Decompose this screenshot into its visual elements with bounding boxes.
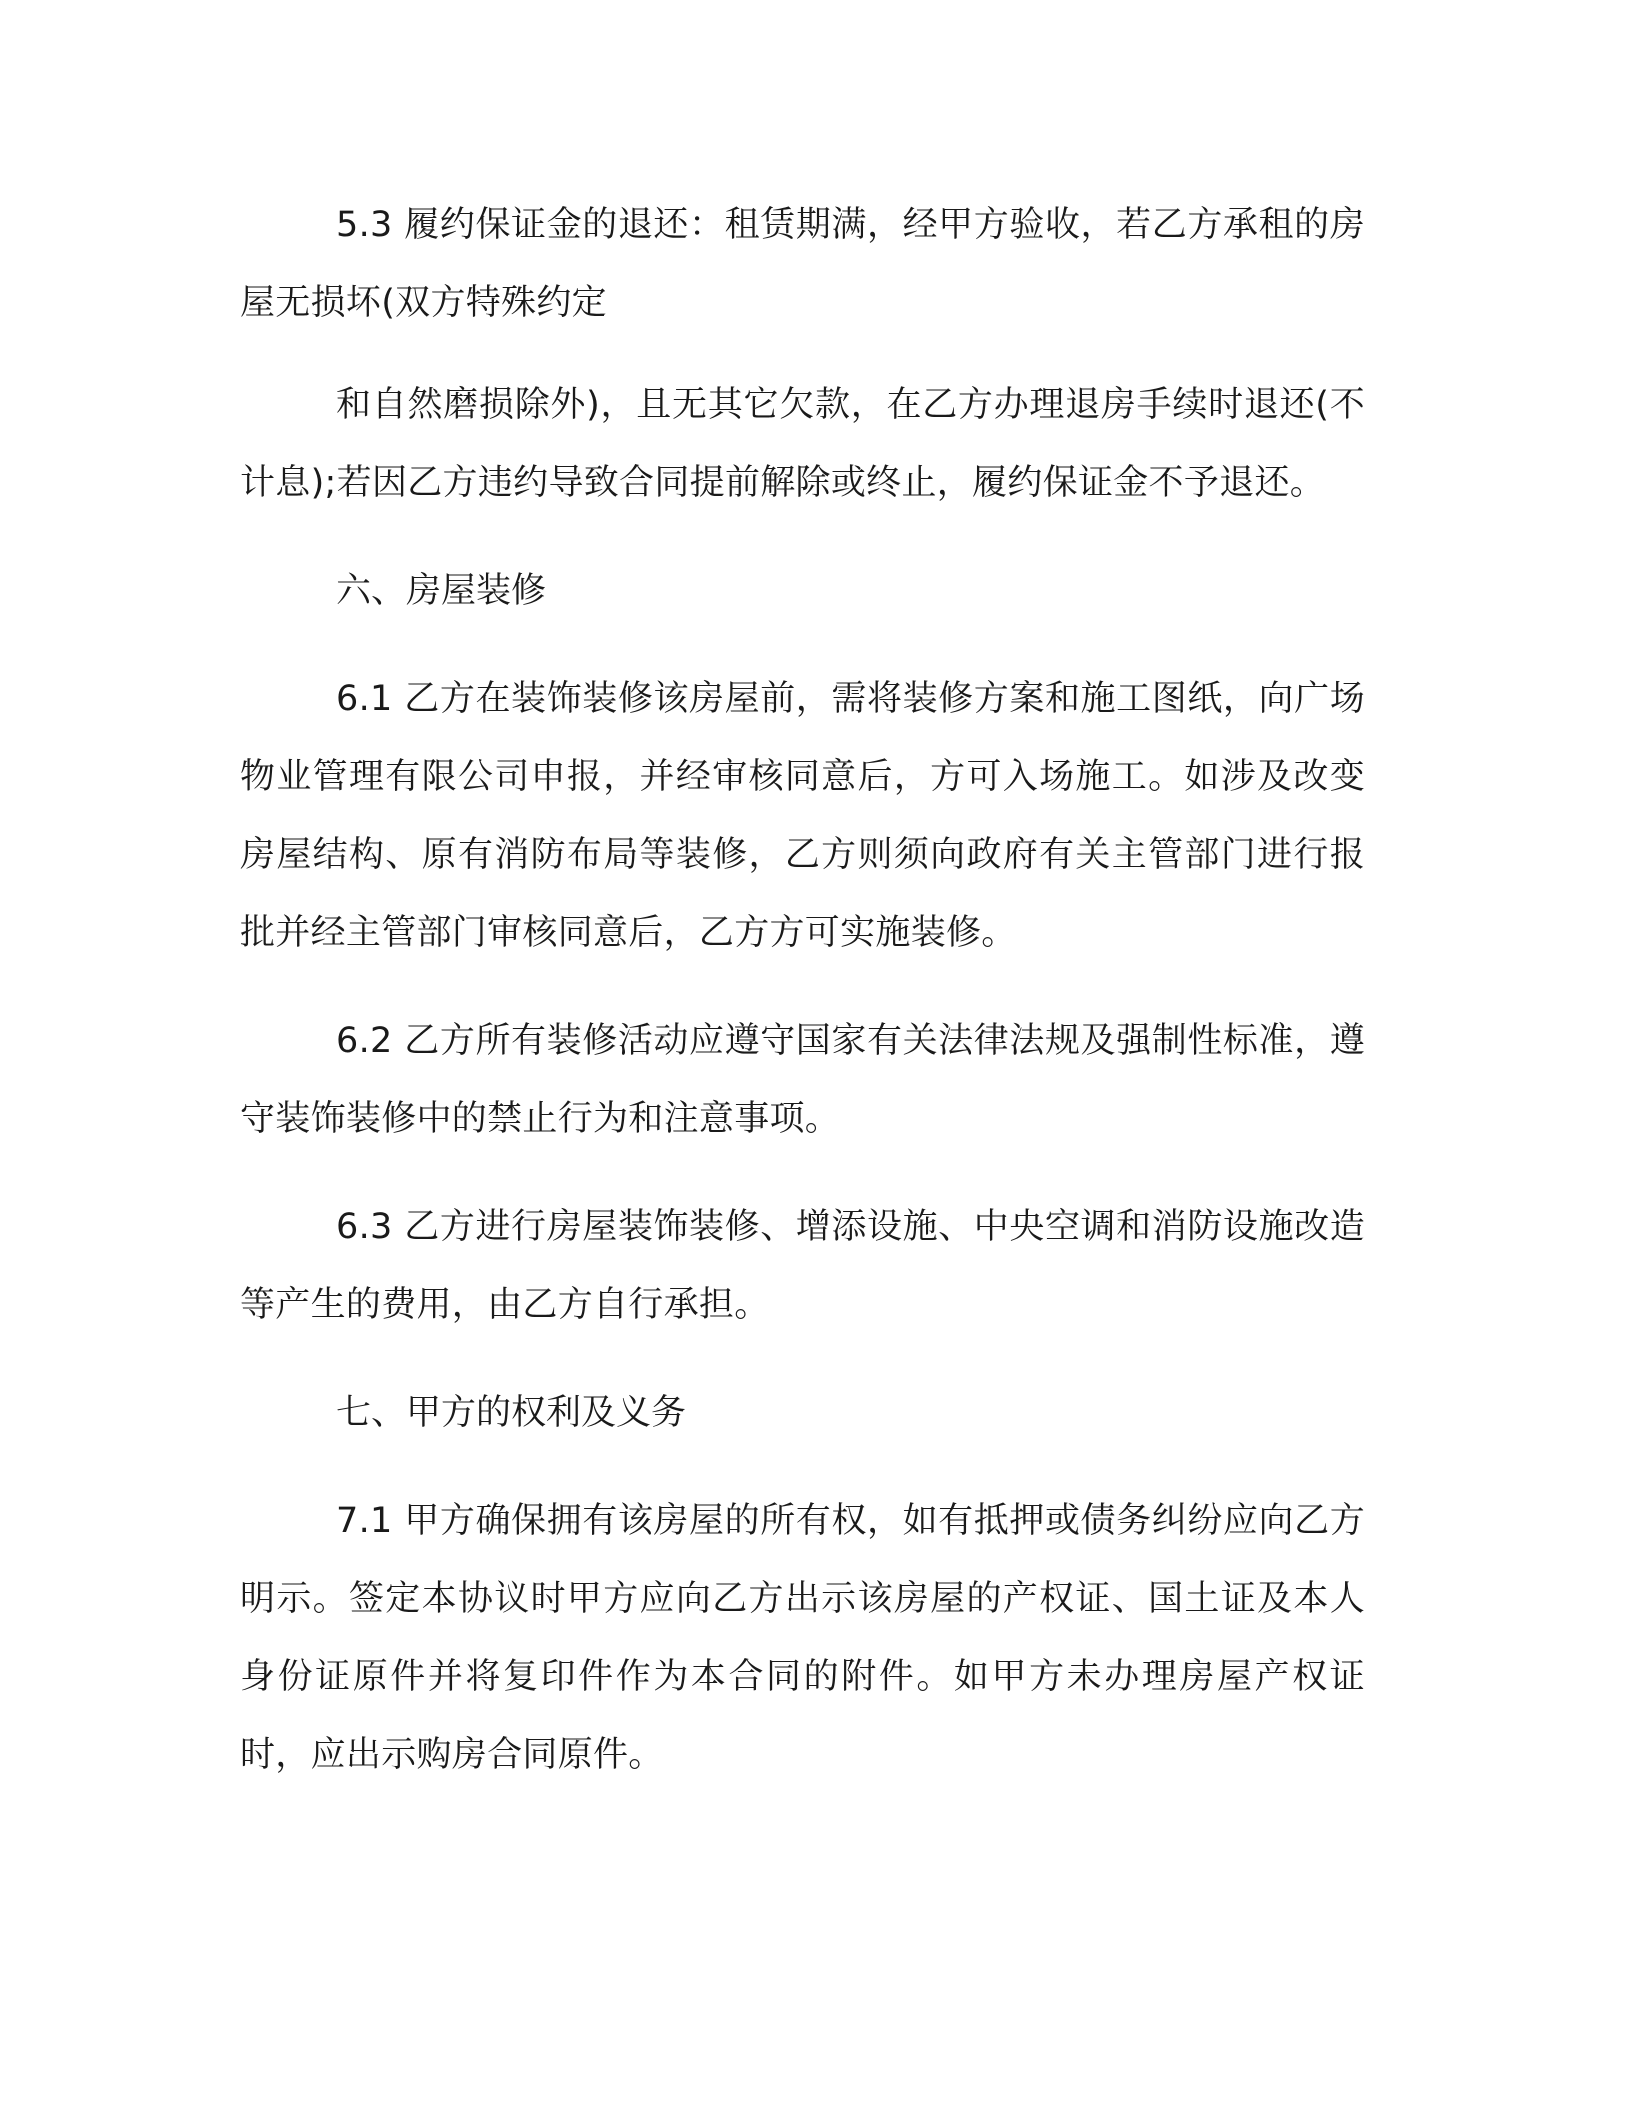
section-6-heading: 六、房屋装修 <box>336 571 547 611</box>
document-body <box>240 186 1365 1794</box>
paragraph-gap <box>240 1158 1365 1188</box>
section-7-heading: 七、甲方的权利及义务 <box>336 1393 687 1433</box>
paragraph-gap <box>240 630 1365 660</box>
paragraph-gap <box>240 1452 1365 1482</box>
clause-6-3: 6.3 乙方进行房屋装饰装修、增添设施、中央空调和消防设施改造等产生的费用，由乙方自行承担。 <box>240 1207 1365 1325</box>
clause-5-3-part-1: 5.3 履约保证金的退还：租赁期满，经甲方验收，若乙方承租的房屋无损坏(双方特殊约定 <box>240 205 1365 323</box>
clause-7-1: 7.1 甲方确保拥有该房屋的所有权，如有抵押或债务纠纷应向乙方明示。签定本协议时甲方应向乙方出示该房屋的产权证、国土证及本人身份证原件并将复印件作为本合同的附件。如甲方未办理房屋产权证时，应出示购房合同原件。 <box>240 1501 1365 1775</box>
clause-5-3-part-2: 和自然磨损除外)，且无其它欠款，在乙方办理退房手续时退还(不计息);若因乙方违约导致合同提前解除或终止，履约保证金不予退还。 <box>240 385 1365 503</box>
paragraph-gap <box>240 1344 1365 1374</box>
paragraph-gap <box>240 342 1365 366</box>
clause-6-1: 6.1 乙方在装饰装修该房屋前，需将装修方案和施工图纸，向广场物业管理有限公司申报，并经审核同意后，方可入场施工。如涉及改变房屋结构、原有消防布局等装修，乙方则须向政府有关主管部门进行报批并经主管部门审核同意后，乙方方可实施装修。 <box>240 679 1365 953</box>
paragraph-gap <box>240 522 1365 552</box>
paragraph-gap <box>240 972 1365 1002</box>
clause-6-2: 6.2 乙方所有装修活动应遵守国家有关法律法规及强制性标准，遵守装饰装修中的禁止行为和注意事项。 <box>240 1021 1365 1139</box>
